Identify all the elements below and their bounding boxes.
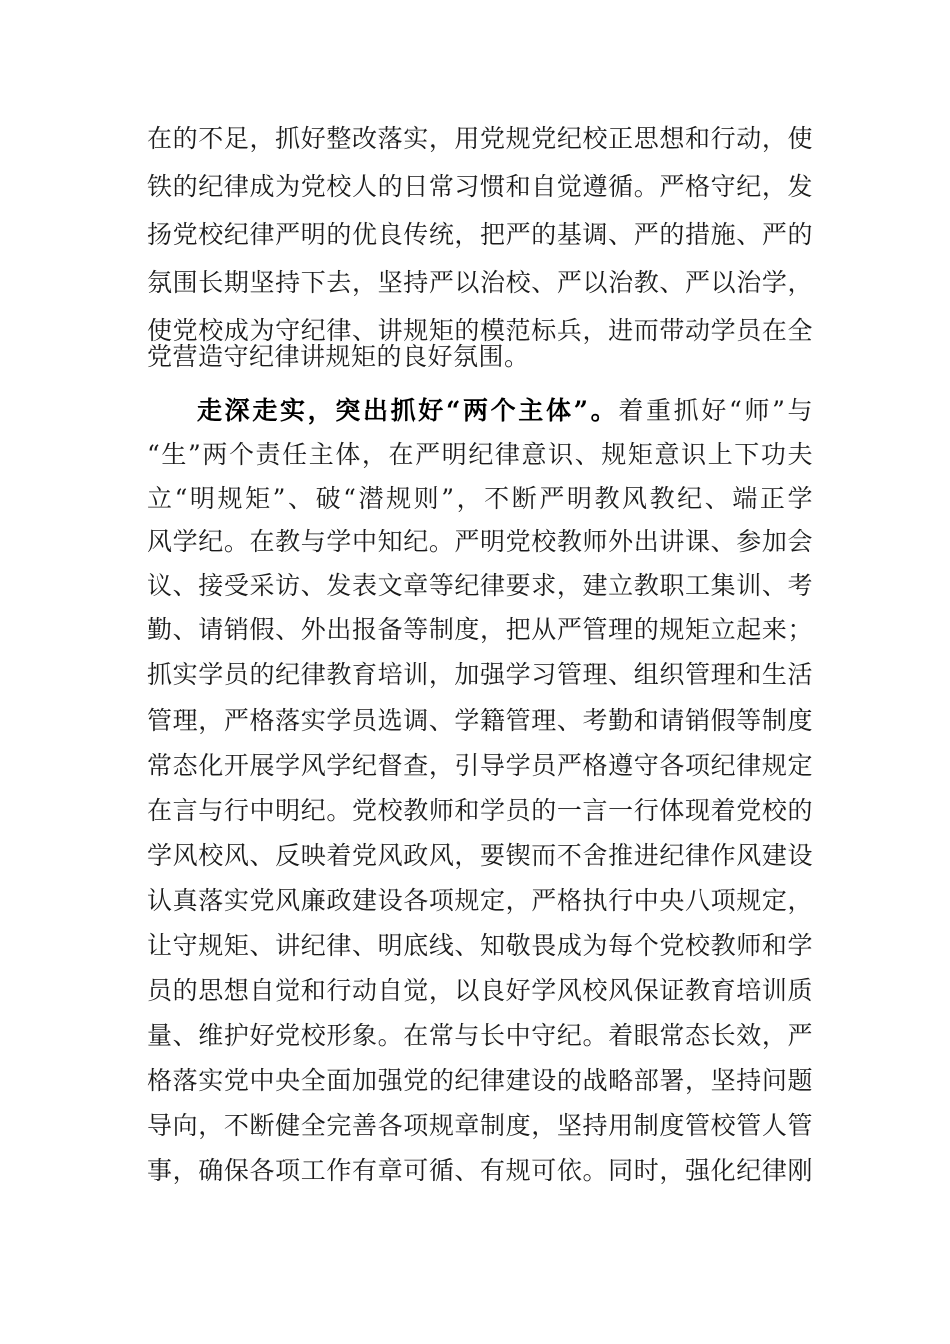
paragraph-line: “生”两个责任主体，在严明纪律意识、规矩意识上下功夫 <box>147 440 813 469</box>
paragraph-line: 铁的纪律成为党校人的日常习惯和自觉遵循。严格守纪，发 <box>147 172 813 201</box>
paragraph-line: 在的不足，抓好整改落实，用党规党纪校正思想和行动，使 <box>147 124 813 153</box>
section-heading: 走深走实，突出抓好“两个主体”。 <box>197 396 619 425</box>
paragraph-line: 风学纪。在教与学中知纪。严明党校教师外出讲课、参加会 <box>147 527 813 556</box>
paragraph-line: 使党校成为守纪律、讲规矩的模范标兵，进而带动学员在全 <box>147 316 813 345</box>
paragraph-line: 议、接受采访、发表文章等纪律要求，建立教职工集训、考 <box>147 571 813 600</box>
paragraph-line: 格落实党中央全面加强党的纪律建设的战略部署，坚持问题 <box>147 1066 813 1095</box>
paragraph-line: 抓实学员的纪律教育培训，加强学习管理、组织管理和生活 <box>147 660 813 689</box>
paragraph-line: 让守规矩、讲纪律、明底线、知敬畏成为每个党校教师和学 <box>147 931 813 960</box>
paragraph-line: 认真落实党风廉政建设各项规定，严格执行中央八项规定， <box>147 886 813 915</box>
paragraph-line: 氛围长期坚持下去，坚持严以治校、严以治教、严以治学， <box>147 268 813 297</box>
paragraph-line: 学风校风、反映着党风政风，要锲而不舍推进纪律作风建设 <box>147 841 813 870</box>
paragraph-line: 勤、请销假、外出报备等制度，把从严管理的规矩立起来； <box>147 615 813 644</box>
paragraph-first-line <box>197 396 813 426</box>
paragraph-line: 在言与行中明纪。党校教师和学员的一言一行体现着党校的 <box>147 796 813 825</box>
paragraph-line: 立“明规矩”、破“潜规则”，不断严明教风教纪、端正学 <box>147 484 813 513</box>
paragraph-line: 员的思想自觉和行动自觉，以良好学风校风保证教育培训质 <box>147 976 813 1005</box>
paragraph-line: 管理，严格落实学员选调、学籍管理、考勤和请销假等制度 <box>147 706 813 735</box>
paragraph-line: 事，确保各项工作有章可循、有规可依。同时，强化纪律刚 <box>147 1156 813 1185</box>
first-line-text: 着重抓好“师”与 <box>618 396 814 425</box>
paragraph-line: 党营造守纪律讲规矩的良好氛围。 <box>147 342 530 371</box>
paragraph-line: 导向，不断健全完善各项规章制度，坚持用制度管校管人管 <box>147 1111 813 1140</box>
paragraph-line: 扬党校纪律严明的优良传统，把严的基调、严的措施、严的 <box>147 220 813 249</box>
paragraph-line: 常态化开展学风学纪督查，引导学员严格遵守各项纪律规定 <box>147 751 813 780</box>
paragraph-line: 量、维护好党校形象。在常与长中守纪。着眼常态长效，严 <box>147 1021 813 1050</box>
